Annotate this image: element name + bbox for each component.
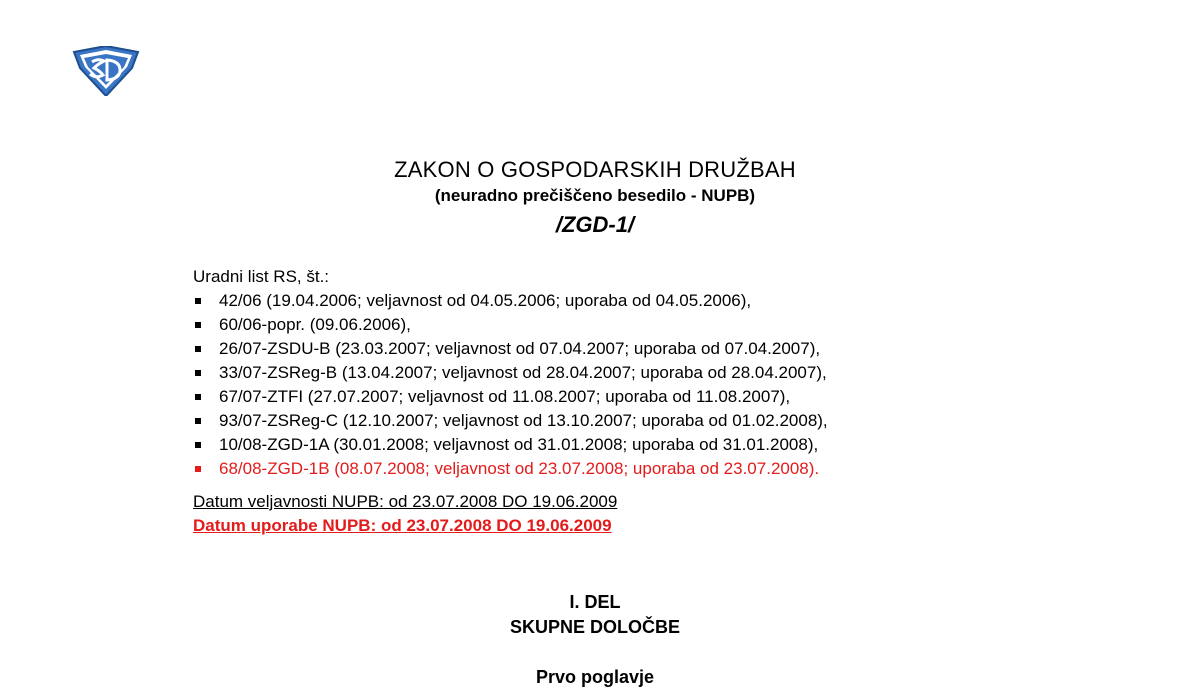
gazette-label: Uradni list RS, št.: xyxy=(193,267,330,286)
document-title: ZAKON O GOSPODARSKIH DRUŽBAH xyxy=(394,157,796,182)
gazette-list xyxy=(193,289,828,481)
part-heading: I. DEL xyxy=(569,592,621,612)
part-title: SKUPNE DOLOČBE xyxy=(509,617,680,637)
gazette-item xyxy=(193,433,828,457)
gazette-section xyxy=(193,265,828,481)
gazette-item xyxy=(193,457,828,481)
bullet-icon xyxy=(195,298,201,304)
bullet-icon xyxy=(195,394,201,400)
gazette-item xyxy=(193,385,828,409)
bullet-icon xyxy=(195,466,201,472)
gazette-item-text: 10/08-ZGD-1A (30.01.2008; veljavnost od 31.01.2008; uporaba od 31.01.2008), xyxy=(219,435,819,454)
gazette-item-text: 67/07-ZTFI (27.07.2007; veljavnost od 11.08.2007; uporaba od 11.08.2007), xyxy=(219,387,791,406)
chapter-heading: Prvo poglavje xyxy=(535,667,655,687)
bullet-icon xyxy=(195,370,201,376)
gazette-item-text: 42/06 (19.04.2006; veljavnost od 04.05.2006; uporaba od 04.05.2006), xyxy=(219,291,752,310)
bullet-icon xyxy=(195,442,201,448)
bullet-icon xyxy=(195,418,201,424)
gazette-item xyxy=(193,337,828,361)
gazette-item xyxy=(193,289,828,313)
bullet-icon xyxy=(195,322,201,328)
gazette-item-text: 33/07-ZSReg-B (13.04.2007; veljavnost od 28.04.2007; uporaba od 28.04.2007), xyxy=(219,363,827,382)
gazette-item xyxy=(193,409,828,433)
gazette-item-text: 68/08-ZGD-1B (08.07.2008; veljavnost od 23.07.2008; uporaba od 23.07.2008). xyxy=(219,459,820,478)
validity-date: Datum veljavnosti NUPB: od 23.07.2008 DO 19.06.2009 xyxy=(193,492,618,511)
bullet-icon xyxy=(195,346,201,352)
sd-shield-logo-icon xyxy=(70,46,142,96)
gazette-item xyxy=(193,361,828,385)
usage-date: Datum uporabe NUPB: od 23.07.2008 DO 19.06.2009 xyxy=(193,516,612,535)
gazette-item-text: 60/06-popr. (09.06.2006), xyxy=(219,315,411,334)
gazette-item-text: 93/07-ZSReg-C (12.10.2007; veljavnost od 13.10.2007; uporaba od 01.02.2008), xyxy=(219,411,828,430)
gazette-item-text: 26/07-ZSDU-B (23.03.2007; veljavnost od 07.04.2007; uporaba od 07.04.2007), xyxy=(219,339,821,358)
document-subtitle: (neuradno prečiščeno besedilo - NUPB) xyxy=(434,186,756,205)
document-code: /ZGD-1/ xyxy=(555,212,635,237)
gazette-item xyxy=(193,313,828,337)
